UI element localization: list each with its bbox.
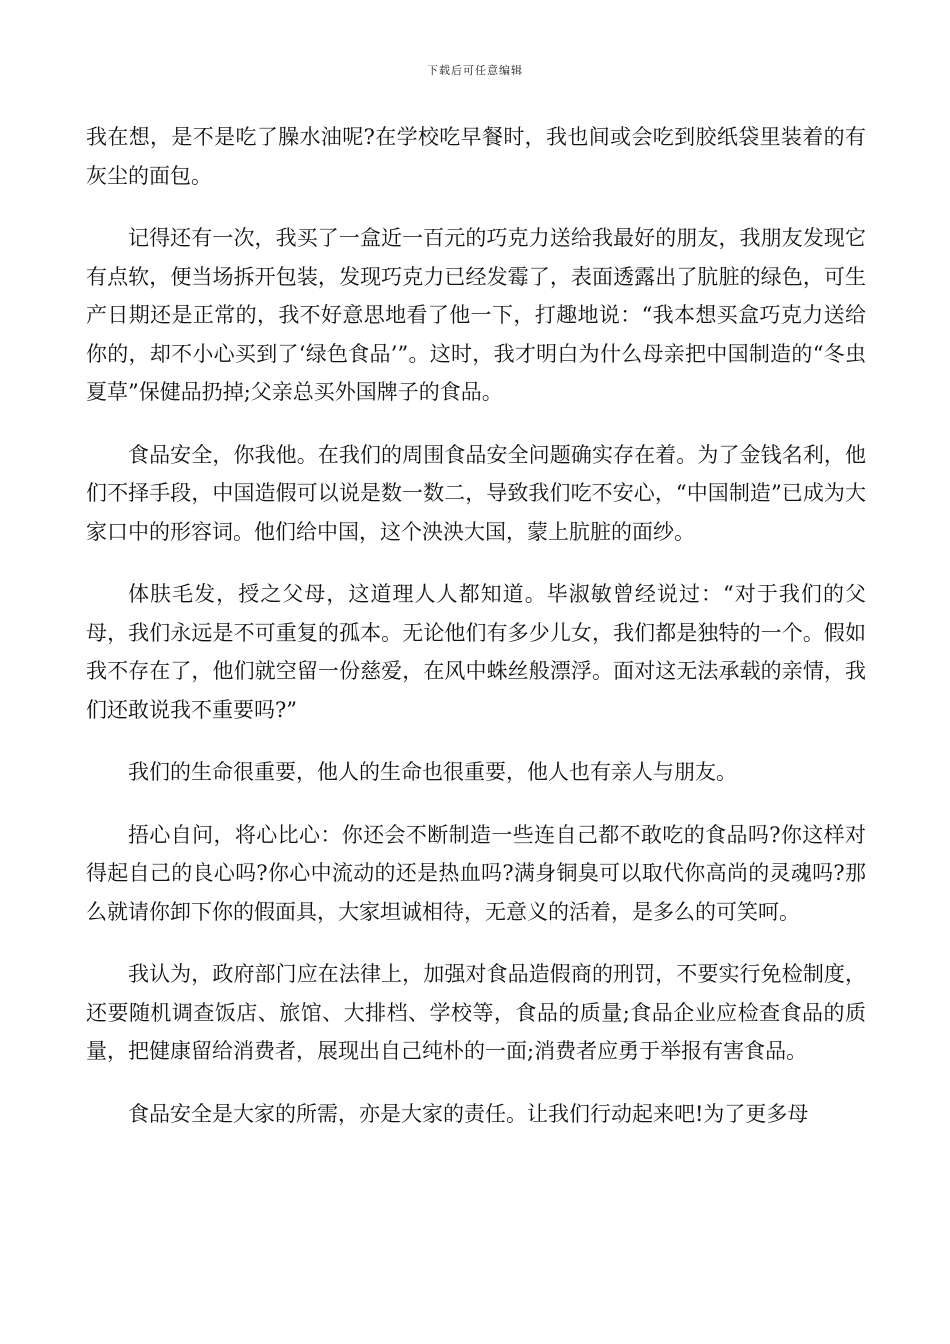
paragraph: 食品安全是大家的所需，亦是大家的责任。让我们行动起来吧!为了更多母 xyxy=(128,1101,809,1126)
paragraph: 捂心自问，将心比心：你还会不断制造一些连自己都不敢吃的食品吗?你这样对得起自己的良心吗?你心中流动的还是热血吗?满身铜臭可以取代你高尚的灵魂吗?那么就请你卸下你的假面具，大家坦诚相待，无意义的活着，是多么的可笑呵。 xyxy=(86,822,866,924)
paragraph: 记得还有一次，我买了一盒近一百元的巧克力送给我最好的朋友，我朋友发现它有点软，便当场拆开包装，发现巧克力已经发霉了，表面透露出了肮脏的绿色，可生产日期还是正常的，我不好意思地看了他一下，打趣地说：“我本想买盒巧克力送给你的，却不小心买到了‘绿色食品’”。这时，我才明白为什么母亲把中国制造的“冬虫夏草”保健品扔掉;父亲总买外国牌子的食品。 xyxy=(86,226,866,404)
document-body xyxy=(86,118,866,1157)
paragraph: 我在想，是不是吃了臊水油呢?在学校吃早餐时，我也间或会吃到胶纸袋里装着的有灰尘的面包。 xyxy=(86,125,866,188)
paragraph: 体肤毛发，授之父母，这道理人人都知道。毕淑敏曾经说过：“对于我们的父母，我们永远是不可重复的孤本。无论他们有多少儿女，我们都是独特的一个。假如我不存在了，他们就空留一份慈爱，在风中蛛丝般漂浮。面对这无法承载的亲情，我们还敢说我不重要吗?” xyxy=(86,582,866,722)
paragraph: 我们的生命很重要，他人的生命也很重要，他人也有亲人与朋友。 xyxy=(128,760,737,784)
paragraph: 我认为，政府部门应在法律上，加强对食品造假商的刑罚，不要实行免检制度，还要随机调查饭店、旅馆、大排档、学校等，食品的质量;食品企业应检查食品的质量，把健康留给消费者，展现出自己纯朴的一面;消费者应勇于举报有害食品。 xyxy=(86,962,866,1063)
paragraph: 食品安全，你我他。在我们的周围食品安全问题确实存在着。为了金钱名利，他们不择手段，中国造假可以说是数一数二，导致我们吃不安心，“中国制造”已成为大家口中的形容词。他们给中国，这个泱泱大国，蒙上肮脏的面纱。 xyxy=(86,442,866,544)
page-header: 下载后可任意编辑 xyxy=(427,64,523,77)
